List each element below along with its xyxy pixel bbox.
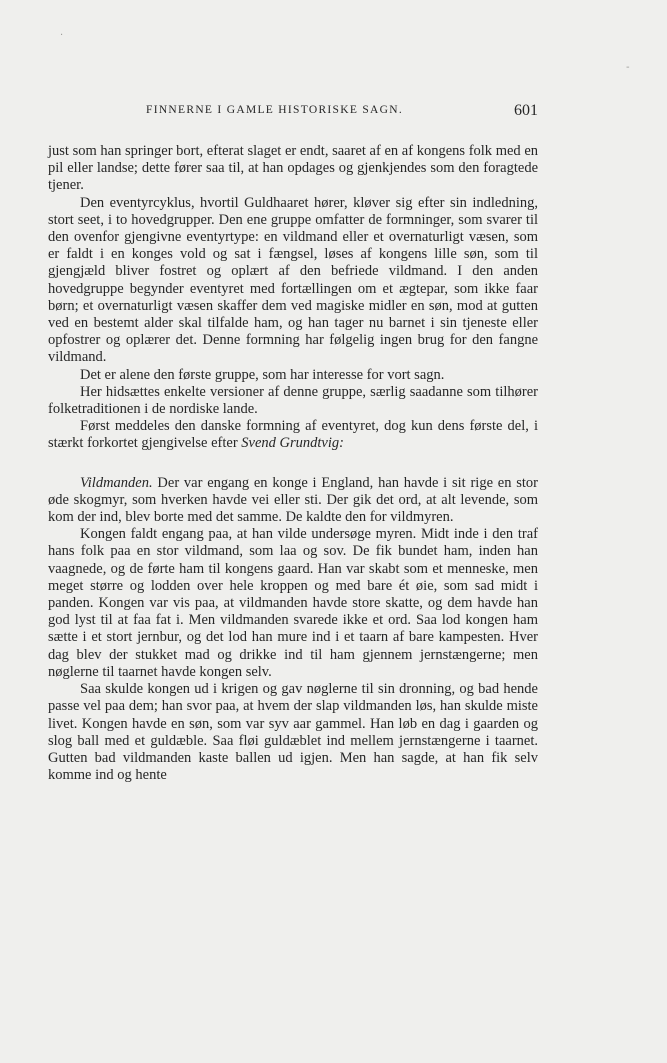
paragraph: Det er alene den første gruppe, som har interesse for vort sagn. — [80, 366, 445, 383]
story-title: Vildmanden. — [80, 474, 153, 491]
speck-mark: - — [626, 62, 630, 73]
story-text: Der var engang en konge i England, han havde i sit rige en stor øde skogmyr, som hverken havde vei eller sti. Der gik det ord, at alt levende, som kom der ind, blev borte med det samme. De kaldte den for vildmyren. — [48, 474, 539, 526]
story-paragraph: Saa skulde kongen ud i krigen og gav nøglerne til sin dronning, og bad hende passe vel paa dem; han svor paa, at hvem der slap vildmanden løs, han skulde miste livet. Kongen havde en søn, som var syv aar gammel. Han løb en dag i gaarden og slog ball med et guldæble. Saa fløi guldæblet ind mellem jernstængerne i taarnet. Gutten bad vildmanden kaste ballen ud igjen. Men han sagde, at han fik selv komme ind og hente — [48, 681, 538, 784]
body-text — [48, 143, 538, 784]
paragraph: just som han springer bort, efterat slaget er endt, saaret af en af kongens folk med en pil eller landse; dette fører saa til, at han opdages og gjenkjendes som den foragtede tjener. — [48, 143, 538, 194]
story-paragraph: Kongen faldt engang paa, at han vilde undersøge myren. Midt inde i den traf hans folk paa en stor vildmand, som laa og sov. De fik bundet ham, inden han vaagnede, og de førte ham til kongens gaard. Han var skabt som et menneske, men meget større og lodden over hele kroppen og med bare ét øie, som sad midt i panden. Kongen var vis paa, at vildmanden havde store skatte, og dem havde han god lyst til at faa fat i. Men vildmanden svarede ikke et ord. Saa lod kongen ham sætte i et stort jernbur, og det lod han mure ind i et taarn af bare kampesten. Hver dag blev der stukket mad og drikke ind til ham gjennem jernstængerne; men nøglerne til taarnet havde kongen selv. — [48, 526, 538, 680]
page-header — [48, 104, 538, 122]
paragraph: Den eventyrcyklus, hvortil Guldhaaret hører, kløver sig efter sin indledning, stort seet, i to hovedgrupper. Den ene gruppe omfatter de formninger, som svarer til den ovenfor gjengivne eventyrtype: en vildmand eller et overnaturligt væsen, som er faldt i en konges vold og sat i fængsel, løses af kongens lille søn, som til gjengjæld bliver fostret og oplært af den befriede vildmand. I den anden hovedgruppe begynder eventyret med fortællingen om et ægtepar, som ikke faar børn; et overnaturligt væsen skaffer dem ved magiske midler en søn, mod at gutten ved en bestemt alder skal tilfalde ham, og han tager nu barnet i sin tjeneste eller opfostrer og oplærer det. Denne formning har følgelig ingen brug for den fangne vildmand. — [48, 194, 538, 366]
page-number: 601 — [514, 102, 538, 119]
paragraph — [48, 418, 538, 452]
section-gap — [48, 453, 538, 475]
paragraph: Her hidsættes enkelte versioner af denne gruppe, særlig saadanne som tilhører folketraditionen i de nordiske lande. — [48, 383, 538, 418]
paragraph-text: Først meddeles den danske formning af eventyret, dog kun dens første del, i stærkt forkortet gjengivelse efter — [48, 418, 538, 452]
running-title: FINNERNE I GAMLE HISTORISKE SAGN. — [146, 104, 404, 116]
story-paragraph — [48, 475, 538, 527]
citation-author: Svend Grundtvig: — [241, 435, 344, 452]
speck-mark: · — [60, 30, 64, 41]
